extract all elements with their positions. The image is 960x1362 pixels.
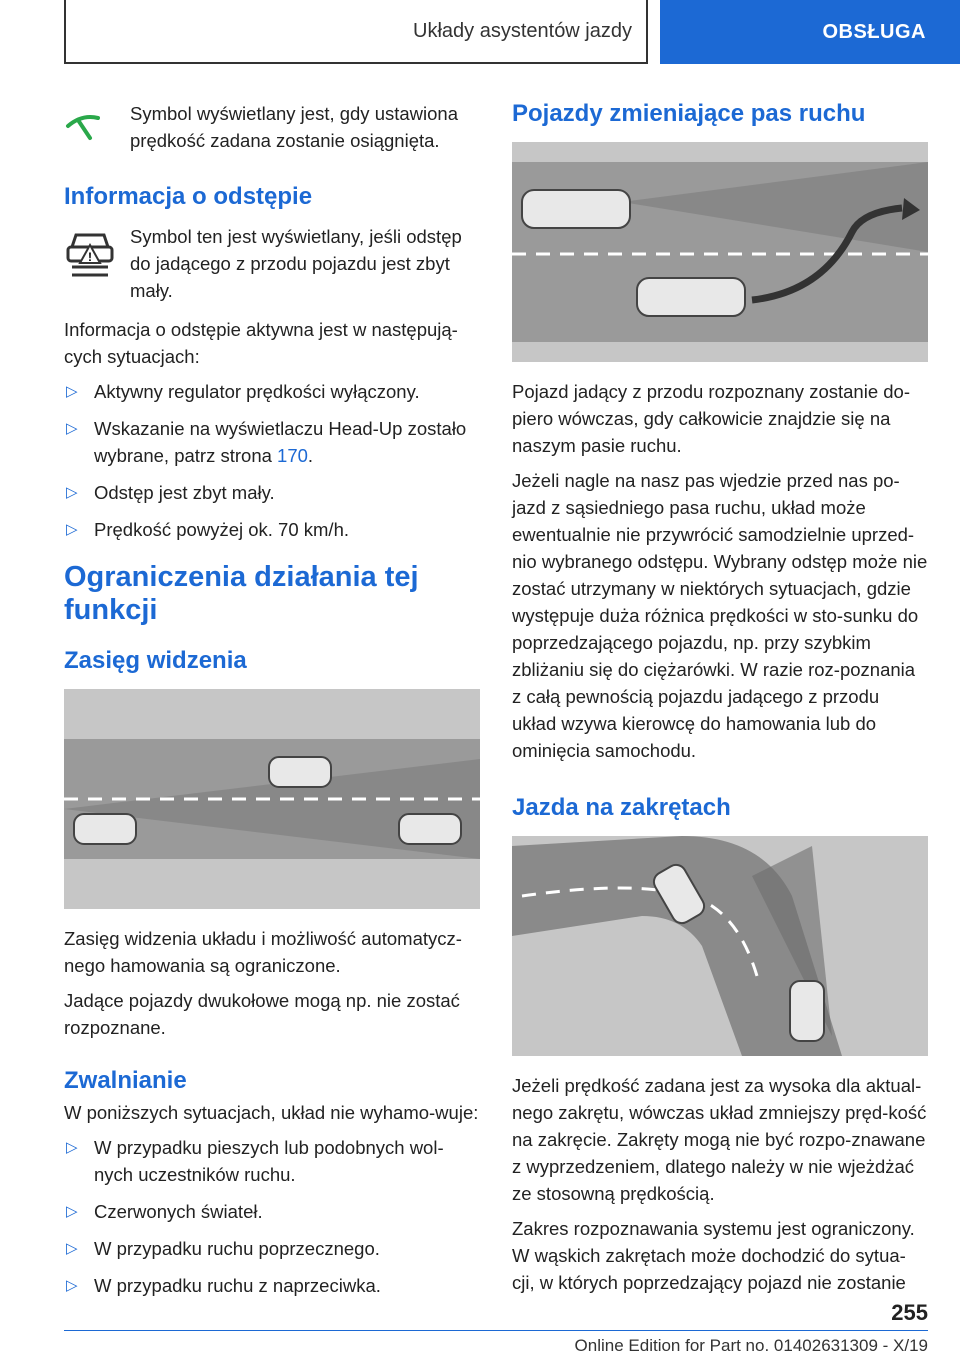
list-item: ▷ Czerwonych świateł. [64, 1198, 480, 1225]
limits-heading: Ograniczenia działania tej funkcji [64, 561, 419, 626]
braking-intro: W poniższych sytuacjach, układ nie wyhamo-wuje: [64, 1102, 479, 1123]
curves-paragraph-2: Zakres rozpoznawania systemu jest ograniczony. W wąskich zakrętach może dochodzić do sytua-cji, w których poprzedzający pojazd nie zostanie [512, 1218, 915, 1293]
left-column [64, 100, 480, 1309]
triangle-bullet-icon: ▷ [66, 1203, 78, 1220]
lane-change-paragraph-1: Pojazd jadący z przodu rozpoznany zostanie do-piero wówczas, gdy całkowicie znajdzie się na naszym pasie ruchu. [512, 381, 910, 456]
page-number: 255 [891, 1300, 928, 1325]
lane-change-paragraph-2: Jeżeli nagle na nasz pas wjedzie przed nas po-jazd z sąsiedniego pasa ruchu, układ może ewentualnie nie przywrócić samodzielnie uprzed-nio wybranego odstępu. Wybrany odstęp może nie zostać utrzymany w niektórych sytuacjach, gdzie występuje duża różnica prędkości w sto-sunku do poprzedzającego pojazdu, np. przy szybkim zbliżaniu się do ciężarówki. W razie roz-poznania z całą pewnością pojazdu jadącego z przodu układ wzywa kierowcę do hamowania lub do ominięcia samochodu. [512, 470, 928, 761]
braking-exceptions-list [64, 1134, 480, 1299]
header-section-title: Układy asystentów jazdy [64, 0, 648, 64]
triangle-bullet-icon: ▷ [66, 383, 78, 400]
braking-heading: Zwalnianie [64, 1067, 187, 1094]
list-item: ▷ W przypadku ruchu poprzecznego. [64, 1235, 480, 1262]
range-of-vision-illustration [64, 689, 480, 909]
footer-divider [64, 1330, 928, 1331]
range-paragraph-1: Zasięg widzenia układu i możliwość automatycz-nego hamowania są ograniczone. [64, 928, 462, 976]
list-item: ▷ Odstęp jest zbyt mały. [64, 479, 480, 506]
distance-symbol-row [64, 223, 480, 304]
triangle-bullet-icon: ▷ [66, 484, 78, 501]
distance-symbol-text: Symbol ten jest wyświetlany, jeśli odstęp do jadącego z przodu pojazdu jest zbyt mały. [130, 226, 462, 301]
curves-heading: Jazda na zakrętach [512, 794, 731, 821]
distance-info-heading: Informacja o odstępie [64, 183, 313, 210]
lane-change-illustration [512, 142, 928, 362]
curve-driving-illustration [512, 836, 928, 1056]
triangle-bullet-icon: ▷ [66, 1139, 78, 1156]
distance-intro: Informacja o odstępie aktywna jest w następują-cych sytuacjach: [64, 319, 458, 367]
list-item: ▷ Wskazanie na wyświetlaczu Head-Up zostało wybrane, patrz strona 170. [64, 415, 480, 469]
range-paragraph-2: Jadące pojazdy dwukołowe mogą np. nie zostać rozpoznane. [64, 990, 460, 1038]
set-speed-symbol-text: Symbol wyświetlany jest, gdy ustawiona prędkość zadana zostanie osiągnięta. [130, 103, 459, 151]
list-item: ▷ W przypadku pieszych lub podobnych wol-nych uczestników ruchu. [64, 1134, 480, 1188]
triangle-bullet-icon: ▷ [66, 420, 78, 437]
right-column [512, 100, 928, 1304]
page-reference-link[interactable]: 170 [277, 445, 308, 466]
list-item: ▷ Prędkość powyżej ok. 70 km/h. [64, 516, 480, 543]
triangle-bullet-icon: ▷ [66, 1240, 78, 1257]
speedometer-needle-icon [64, 100, 116, 155]
lane-change-heading: Pojazdy zmieniające pas ruchu [512, 100, 866, 127]
svg-text:!: ! [88, 250, 92, 264]
curves-paragraph-1: Jeżeli prędkość zadana jest za wysoka dla aktual-nego zakrętu, wówczas układ zmniejszy pręd-kość na zakręcie. Zakręty mogą nie być rozpo-znawane z wyprzedzeniem, dlatego należy w nie wjeżdżać ze stosowną prędkością. [512, 1075, 927, 1204]
car-warning-icon [64, 223, 116, 304]
range-heading: Zasięg widzenia [64, 647, 247, 674]
set-speed-symbol-row [64, 100, 480, 155]
distance-conditions-list [64, 378, 480, 543]
triangle-bullet-icon: ▷ [66, 521, 78, 538]
list-item: ▷ W przypadku ruchu z naprzeciwka. [64, 1272, 480, 1299]
edition-footer: Online Edition for Part no. 01402631309 - X/19 [574, 1336, 928, 1355]
list-item: ▷ Aktywny regulator prędkości wyłączony. [64, 378, 480, 405]
triangle-bullet-icon: ▷ [66, 1277, 78, 1294]
header-chapter-tab[interactable]: OBSŁUGA [660, 0, 960, 64]
